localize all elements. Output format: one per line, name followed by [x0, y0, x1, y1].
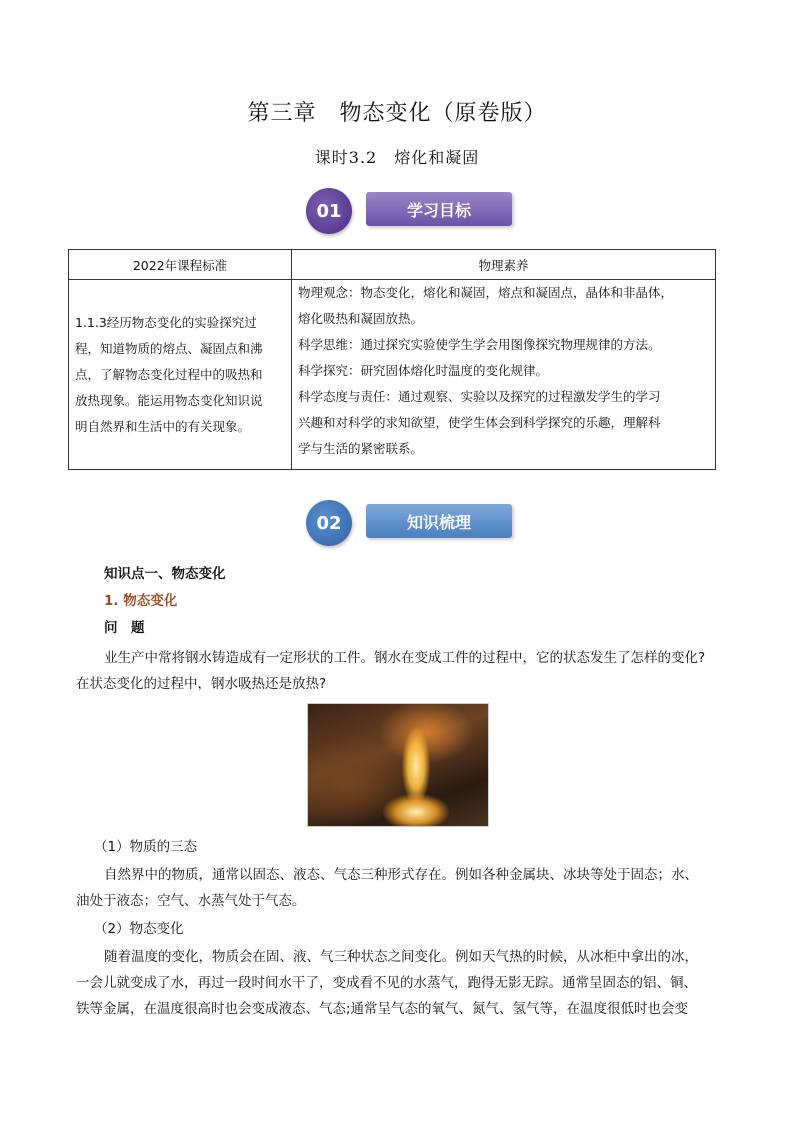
knowledge-point-heading: 知识点一、物态变化 [104, 566, 226, 582]
standard-line: 程，知道物质的熔点、凝固点和沸 [75, 340, 263, 356]
standard-line: 1.1.3经历物态变化的实验探究过 [75, 314, 257, 330]
paragraph-line: 随着温度的变化，物质会在固、液、气三种状态之间变化。例如天气热的时候，从冰柜中拿出的冰， [104, 949, 698, 965]
literacy-line: 学与生活的紧密联系。 [298, 441, 424, 456]
item-heading-state-change: （2）物态变化 [94, 921, 184, 937]
literacy-line: 兴趣和对科学的求知欲望，使学生体会到科学探究的乐趣，理解科 [298, 415, 661, 430]
table-header-standard: 2022年课程标准 [69, 250, 292, 280]
literacy-line: 物理观念：物态变化，熔化和凝固，熔点和凝固点，晶体和非晶体， [298, 285, 674, 300]
literacy-line: 科学探究：研究固体熔化时温度的变化规律。 [298, 363, 549, 378]
lesson-subtitle: 课时3.2 熔化和凝固 [314, 148, 480, 167]
paragraph-line: 一会儿就变成了水，再过一段时间水干了，变成看不见的水蒸气，跑得无影无踪。通常呈固态的铝、铜、 [76, 975, 697, 991]
section-number: 01 [306, 188, 352, 234]
section-badge-learning-goals [306, 188, 516, 234]
literacy-line: 科学态度与责任：通过观察、实验以及探究的过程激发学生的学习 [298, 389, 661, 404]
literacy-cell [292, 280, 716, 470]
literacy-line: 科学思维：通过探究实验使学生学会用图像探究物理规律的方法。 [298, 337, 661, 352]
table-header-literacy: 物理素养 [292, 250, 716, 280]
standard-cell [69, 280, 292, 470]
molten-steel-photo [307, 703, 489, 827]
section-label: 知识梳理 [366, 504, 512, 538]
standard-line: 放热现象。能运用物态变化知识说 [75, 392, 263, 408]
standard-line: 明自然界和生活中的有关现象。 [75, 418, 251, 434]
page-title: 第三章 物态变化（原卷版） [247, 101, 547, 126]
paragraph-line: 油处于液态；空气、水蒸气处于气态。 [76, 893, 306, 909]
standard-line: 点，了解物态变化过程中的吸热和 [75, 366, 263, 382]
item-heading-three-states: （1）物质的三态 [94, 839, 198, 855]
section-label: 学习目标 [366, 192, 512, 226]
standards-table [68, 249, 716, 470]
paragraph-line: 自然界中的物质，通常以固态、液态、气态三种形式存在。例如各种金属块、冰块等处于固态；水、 [104, 867, 698, 883]
three-states-paragraph [76, 862, 746, 914]
subsection-heading: 1. 物态变化 [104, 593, 178, 609]
state-change-paragraph [76, 944, 746, 1022]
section-badge-knowledge [306, 500, 516, 546]
question-label: 问 题 [104, 620, 145, 636]
paragraph-line: 业生产中常将钢水铸造成有一定形状的工件。钢水在变成工件的过程中，它的状态发生了怎样的变化? [104, 650, 706, 666]
literacy-line: 熔化吸热和凝固放热。 [298, 311, 424, 326]
question-paragraph [76, 645, 744, 697]
paragraph-line: 铁等金属，在温度很高时也会变成液态、气态;通常呈气态的氧气、氮气、氢气等，在温度很低时也会变 [76, 1001, 689, 1017]
section-number: 02 [306, 500, 352, 546]
paragraph-line: 在状态变化的过程中，钢水吸热还是放热? [76, 676, 327, 692]
